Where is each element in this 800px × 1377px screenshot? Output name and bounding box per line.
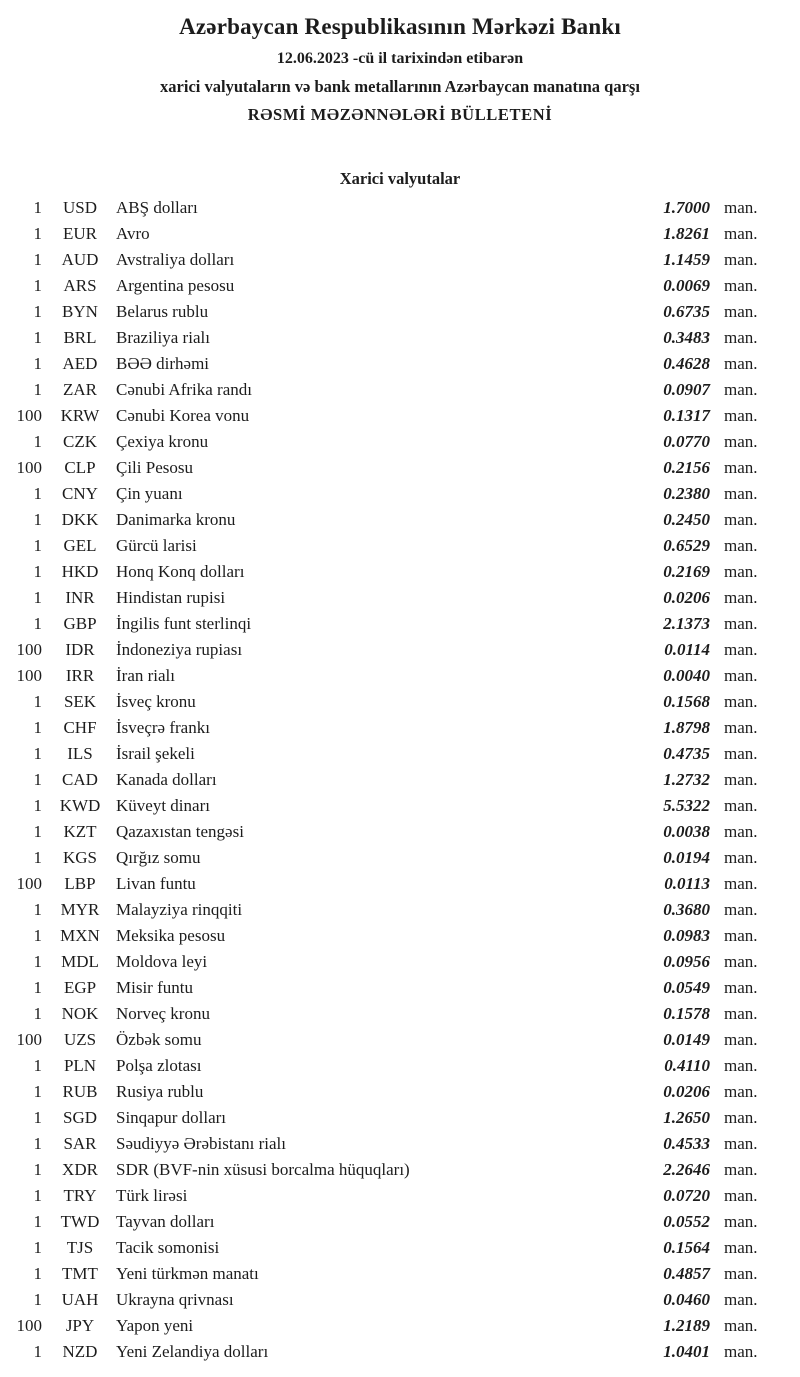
rate-unit: man. bbox=[724, 328, 758, 347]
rate-row bbox=[0, 741, 800, 767]
rate-value: 0.2169 bbox=[663, 562, 710, 581]
currency-name: Yapon yeni bbox=[116, 1316, 194, 1335]
rate-value: 0.0552 bbox=[663, 1212, 710, 1231]
currency-code: KGS bbox=[62, 848, 97, 867]
currency-code: USD bbox=[62, 198, 97, 217]
rate-value: 0.0038 bbox=[663, 822, 710, 841]
rate-unit: man. bbox=[724, 1212, 758, 1231]
rate-unit: man. bbox=[724, 1134, 758, 1153]
rate-row bbox=[0, 273, 800, 299]
rate-nominal: 1 bbox=[33, 900, 42, 919]
rate-unit: man. bbox=[724, 510, 758, 529]
rates-table bbox=[0, 193, 800, 1365]
rate-value: 0.4735 bbox=[663, 744, 710, 763]
rate-value: 0.0194 bbox=[663, 848, 710, 867]
rate-nominal: 1 bbox=[33, 354, 42, 373]
rate-unit: man. bbox=[724, 562, 758, 581]
currency-name: Sinqapur dolları bbox=[116, 1108, 227, 1127]
currency-code: NOK bbox=[61, 1004, 99, 1023]
rate-value: 0.0206 bbox=[663, 1082, 710, 1101]
currency-code: SGD bbox=[62, 1108, 97, 1127]
rate-row bbox=[0, 1001, 800, 1027]
rate-value: 0.0206 bbox=[663, 588, 710, 607]
rate-nominal: 1 bbox=[33, 796, 42, 815]
currency-code: CLP bbox=[64, 458, 96, 477]
rate-unit: man. bbox=[724, 692, 758, 711]
rate-row bbox=[0, 1209, 800, 1235]
currency-name: Polşa zlotası bbox=[116, 1056, 202, 1075]
currency-name: Tayvan dolları bbox=[116, 1212, 215, 1231]
currency-code: ILS bbox=[67, 744, 93, 763]
section-title-foreign-currencies: Xarici valyutalar bbox=[339, 169, 461, 188]
rate-unit: man. bbox=[724, 978, 758, 997]
rate-value: 0.1317 bbox=[663, 406, 710, 425]
rate-value: 0.0549 bbox=[663, 978, 710, 997]
rate-unit: man. bbox=[724, 1238, 758, 1257]
currency-code: UZS bbox=[63, 1030, 97, 1049]
currency-name: Küveyt dinarı bbox=[116, 796, 210, 815]
currency-code: MYR bbox=[60, 900, 100, 919]
rate-value: 1.8798 bbox=[663, 718, 710, 737]
currency-code: BRL bbox=[63, 328, 97, 347]
rate-unit: man. bbox=[724, 926, 758, 945]
rate-row bbox=[0, 585, 800, 611]
currency-code: INR bbox=[65, 588, 95, 607]
rate-nominal: 1 bbox=[33, 1186, 42, 1205]
rate-nominal: 1 bbox=[33, 1290, 42, 1309]
currency-name: Yeni türkmən manatı bbox=[116, 1264, 259, 1283]
rate-nominal: 100 bbox=[16, 458, 42, 477]
rate-row bbox=[0, 1157, 800, 1183]
currency-name: İran rialı bbox=[116, 666, 175, 685]
rate-unit: man. bbox=[724, 458, 758, 477]
rate-value: 2.2646 bbox=[663, 1160, 710, 1179]
rate-unit: man. bbox=[724, 588, 758, 607]
currency-name: ABŞ dolları bbox=[116, 198, 198, 217]
currency-code: IRR bbox=[65, 666, 95, 685]
rate-value: 0.3680 bbox=[663, 900, 710, 919]
rate-value: 0.0907 bbox=[663, 380, 710, 399]
rate-nominal: 1 bbox=[33, 1056, 42, 1075]
rate-unit: man. bbox=[724, 822, 758, 841]
rate-nominal: 1 bbox=[33, 1238, 42, 1257]
bulletin-name: RƏSMİ MƏZƏNNƏLƏRİ BÜLLETENİ bbox=[247, 105, 553, 124]
rate-nominal: 100 bbox=[16, 406, 42, 425]
rate-unit: man. bbox=[724, 666, 758, 685]
currency-name: İngilis funt sterlinqi bbox=[116, 614, 252, 633]
rate-unit: man. bbox=[724, 1264, 758, 1283]
rate-row bbox=[0, 949, 800, 975]
rate-value: 1.2189 bbox=[663, 1316, 710, 1335]
currency-name: Avro bbox=[116, 224, 150, 243]
rate-unit: man. bbox=[724, 640, 758, 659]
rate-value: 0.0956 bbox=[663, 952, 710, 971]
rate-row bbox=[0, 975, 800, 1001]
currency-name: Yeni Zelandiya dolları bbox=[116, 1342, 269, 1361]
currency-name: Cənubi Korea vonu bbox=[116, 406, 250, 425]
rate-row bbox=[0, 299, 800, 325]
rate-unit: man. bbox=[724, 1160, 758, 1179]
rate-row bbox=[0, 923, 800, 949]
rate-row bbox=[0, 1261, 800, 1287]
currency-code: UAH bbox=[61, 1290, 99, 1309]
rate-unit: man. bbox=[724, 614, 758, 633]
currency-code: GEL bbox=[63, 536, 97, 555]
currency-name: Səudiyyə Ərəbistanı rialı bbox=[116, 1134, 286, 1153]
rate-nominal: 100 bbox=[16, 1316, 42, 1335]
rate-value: 0.6735 bbox=[663, 302, 710, 321]
currency-name: Qazaxıstan tengəsi bbox=[116, 822, 244, 841]
rate-value: 0.0720 bbox=[663, 1186, 710, 1205]
rate-nominal: 1 bbox=[33, 978, 42, 997]
currency-name: Moldova leyi bbox=[116, 952, 208, 971]
currency-code: TWD bbox=[60, 1212, 100, 1231]
currency-code: EUR bbox=[63, 224, 97, 243]
rate-unit: man. bbox=[724, 1290, 758, 1309]
rate-value: 0.2380 bbox=[663, 484, 710, 503]
currency-code: CZK bbox=[63, 432, 97, 451]
rate-row bbox=[0, 455, 800, 481]
currency-name: Tacik somonisi bbox=[116, 1238, 220, 1257]
rate-row bbox=[0, 1027, 800, 1053]
rate-row bbox=[0, 533, 800, 559]
currency-name: Türk lirəsi bbox=[116, 1186, 188, 1205]
rate-unit: man. bbox=[724, 250, 758, 269]
rate-value: 0.6529 bbox=[663, 536, 710, 555]
currency-name: Çin yuanı bbox=[116, 484, 183, 503]
currency-name: İsveç kronu bbox=[116, 692, 196, 711]
rate-unit: man. bbox=[724, 302, 758, 321]
rate-nominal: 1 bbox=[33, 432, 42, 451]
rate-unit: man. bbox=[724, 952, 758, 971]
rate-value: 1.0401 bbox=[663, 1342, 710, 1361]
currency-name: Norveç kronu bbox=[116, 1004, 210, 1023]
rate-value: 0.1578 bbox=[663, 1004, 710, 1023]
rate-nominal: 100 bbox=[16, 874, 42, 893]
rate-unit: man. bbox=[724, 354, 758, 373]
currency-name: Malayziya rinqqiti bbox=[116, 900, 243, 919]
rate-value: 0.0460 bbox=[663, 1290, 710, 1309]
currency-name: Gürcü larisi bbox=[116, 536, 197, 555]
rate-value: 0.0983 bbox=[663, 926, 710, 945]
rate-nominal: 1 bbox=[33, 770, 42, 789]
rate-row bbox=[0, 221, 800, 247]
rate-value: 5.5322 bbox=[663, 796, 710, 815]
rate-unit: man. bbox=[724, 1186, 758, 1205]
rate-unit: man. bbox=[724, 406, 758, 425]
currency-code: CHF bbox=[63, 718, 97, 737]
rate-nominal: 1 bbox=[33, 718, 42, 737]
rate-row bbox=[0, 1079, 800, 1105]
currency-name: Hindistan rupisi bbox=[116, 588, 226, 607]
rate-unit: man. bbox=[724, 874, 758, 893]
currency-code: MXN bbox=[60, 926, 100, 945]
rate-row bbox=[0, 195, 800, 221]
rate-row bbox=[0, 325, 800, 351]
rate-value: 0.2450 bbox=[663, 510, 710, 529]
currency-name: Belarus rublu bbox=[116, 302, 209, 321]
currency-code: CNY bbox=[62, 484, 98, 503]
rate-unit: man. bbox=[724, 1030, 758, 1049]
rate-nominal: 1 bbox=[33, 224, 42, 243]
rate-value: 0.0069 bbox=[663, 276, 710, 295]
rate-row bbox=[0, 429, 800, 455]
currency-code: NZD bbox=[62, 1342, 98, 1361]
rate-row bbox=[0, 663, 800, 689]
rate-value: 1.8261 bbox=[663, 224, 710, 243]
rate-row bbox=[0, 767, 800, 793]
rate-unit: man. bbox=[724, 1108, 758, 1127]
rate-value: 1.2650 bbox=[663, 1108, 710, 1127]
currency-name: Cənubi Afrika randı bbox=[116, 380, 252, 399]
rate-unit: man. bbox=[724, 718, 758, 737]
currency-name: Özbək somu bbox=[116, 1030, 202, 1049]
rate-row bbox=[0, 1131, 800, 1157]
rate-unit: man. bbox=[724, 432, 758, 451]
rate-value: 0.0770 bbox=[663, 432, 710, 451]
rate-row bbox=[0, 1053, 800, 1079]
rate-nominal: 1 bbox=[33, 926, 42, 945]
rate-nominal: 1 bbox=[33, 380, 42, 399]
rate-nominal: 1 bbox=[33, 1134, 42, 1153]
currency-code: RUB bbox=[62, 1082, 98, 1101]
currency-code: PLN bbox=[63, 1056, 97, 1075]
rate-value: 0.0149 bbox=[663, 1030, 710, 1049]
rate-unit: man. bbox=[724, 1316, 758, 1335]
currency-code: XDR bbox=[62, 1160, 98, 1179]
rate-unit: man. bbox=[724, 1342, 758, 1361]
currency-code: SAR bbox=[63, 1134, 97, 1153]
rate-nominal: 1 bbox=[33, 562, 42, 581]
rate-value: 0.0040 bbox=[663, 666, 710, 685]
rate-row bbox=[0, 351, 800, 377]
currency-code: GBP bbox=[63, 614, 97, 633]
rate-nominal: 1 bbox=[33, 848, 42, 867]
rate-row bbox=[0, 403, 800, 429]
rate-nominal: 1 bbox=[33, 484, 42, 503]
rate-value: 0.2156 bbox=[663, 458, 710, 477]
currency-code: HKD bbox=[61, 562, 99, 581]
rate-unit: man. bbox=[724, 770, 758, 789]
currency-code: CAD bbox=[62, 770, 98, 789]
bank-title: Azərbaycan Respublikasının Mərkəzi Bankı bbox=[179, 14, 621, 39]
rate-unit: man. bbox=[724, 848, 758, 867]
currency-code: AED bbox=[62, 354, 98, 373]
currency-code: EGP bbox=[63, 978, 97, 997]
rate-nominal: 1 bbox=[33, 198, 42, 217]
rate-unit: man. bbox=[724, 744, 758, 763]
currency-name: Honq Konq dolları bbox=[116, 562, 245, 581]
currency-name: İsveçrə frankı bbox=[116, 718, 210, 737]
currency-name: Meksika pesosu bbox=[116, 926, 226, 945]
currency-code: BYN bbox=[62, 302, 98, 321]
rate-value: 0.4110 bbox=[664, 1056, 710, 1075]
currency-code: JPY bbox=[65, 1316, 95, 1335]
rate-value: 0.3483 bbox=[663, 328, 710, 347]
rate-nominal: 1 bbox=[33, 692, 42, 711]
rate-unit: man. bbox=[724, 198, 758, 217]
rate-value: 1.7000 bbox=[663, 198, 710, 217]
rate-nominal: 1 bbox=[33, 536, 42, 555]
rate-nominal: 1 bbox=[33, 1264, 42, 1283]
currency-name: Misir funtu bbox=[116, 978, 193, 997]
rate-value: 1.1459 bbox=[663, 250, 710, 269]
rate-row bbox=[0, 819, 800, 845]
rate-row bbox=[0, 377, 800, 403]
rate-row bbox=[0, 845, 800, 871]
currency-code: TMT bbox=[62, 1264, 98, 1283]
rate-row bbox=[0, 1183, 800, 1209]
currency-name: Çexiya kronu bbox=[116, 432, 209, 451]
rate-value: 0.4857 bbox=[663, 1264, 710, 1283]
currency-name: BƏƏ dirhəmi bbox=[116, 354, 210, 373]
rate-unit: man. bbox=[724, 1056, 758, 1075]
rate-row bbox=[0, 897, 800, 923]
rate-row bbox=[0, 1287, 800, 1313]
rate-nominal: 1 bbox=[33, 614, 42, 633]
rate-nominal: 1 bbox=[33, 1082, 42, 1101]
rate-row bbox=[0, 689, 800, 715]
rate-unit: man. bbox=[724, 1004, 758, 1023]
rate-row bbox=[0, 247, 800, 273]
currency-name: Danimarka kronu bbox=[116, 510, 236, 529]
currency-name: Çili Pesosu bbox=[116, 458, 193, 477]
rate-nominal: 100 bbox=[16, 640, 42, 659]
rate-row bbox=[0, 637, 800, 663]
currency-name: Rusiya rublu bbox=[116, 1082, 204, 1101]
currency-code: TJS bbox=[66, 1238, 94, 1257]
rate-nominal: 1 bbox=[33, 952, 42, 971]
rate-nominal: 1 bbox=[33, 328, 42, 347]
rate-nominal: 1 bbox=[33, 744, 42, 763]
rate-value: 0.1564 bbox=[663, 1238, 710, 1257]
currency-name: Avstraliya dolları bbox=[116, 250, 235, 269]
rate-row bbox=[0, 1313, 800, 1339]
currency-name: Argentina pesosu bbox=[116, 276, 235, 295]
rate-nominal: 1 bbox=[33, 250, 42, 269]
rate-nominal: 100 bbox=[16, 666, 42, 685]
bulletin-subtitle: xarici valyutaların və bank metallarının Azərbaycan manatına qarşı bbox=[160, 77, 640, 96]
rate-unit: man. bbox=[724, 900, 758, 919]
rate-value: 2.1373 bbox=[663, 614, 710, 633]
rate-unit: man. bbox=[724, 380, 758, 399]
currency-code: TRY bbox=[63, 1186, 97, 1205]
rate-row bbox=[0, 715, 800, 741]
rate-row bbox=[0, 1105, 800, 1131]
currency-code: ARS bbox=[63, 276, 97, 295]
currency-code: IDR bbox=[65, 640, 95, 659]
rate-row bbox=[0, 1339, 800, 1365]
currency-code: ZAR bbox=[63, 380, 97, 399]
currency-name: İndoneziya rupiası bbox=[116, 640, 243, 659]
currency-name: Livan funtu bbox=[116, 874, 196, 893]
currency-code: LBP bbox=[64, 874, 96, 893]
rate-unit: man. bbox=[724, 1082, 758, 1101]
rate-row bbox=[0, 507, 800, 533]
rate-nominal: 1 bbox=[33, 1004, 42, 1023]
rate-nominal: 1 bbox=[33, 1342, 42, 1361]
currency-code: SEK bbox=[63, 692, 97, 711]
rate-nominal: 1 bbox=[33, 302, 42, 321]
currency-code: KZT bbox=[63, 822, 97, 841]
rate-value: 0.0113 bbox=[664, 874, 710, 893]
effective-date-line: 12.06.2023 -cü il tarixindən etibarən bbox=[276, 50, 524, 67]
rate-row bbox=[0, 481, 800, 507]
currency-name: Ukrayna qrivnası bbox=[116, 1290, 234, 1309]
rate-unit: man. bbox=[724, 796, 758, 815]
currency-name: SDR (BVF-nin xüsusi borcalma hüquqları) bbox=[116, 1160, 410, 1179]
rate-value: 0.1568 bbox=[663, 692, 710, 711]
currency-code: MDL bbox=[61, 952, 99, 971]
rate-nominal: 1 bbox=[33, 1108, 42, 1127]
rate-unit: man. bbox=[724, 536, 758, 555]
rate-row bbox=[0, 611, 800, 637]
rate-unit: man. bbox=[724, 276, 758, 295]
currency-code: KWD bbox=[59, 796, 101, 815]
rate-nominal: 100 bbox=[16, 1030, 42, 1049]
rate-value: 0.4628 bbox=[663, 354, 710, 373]
currency-code: AUD bbox=[61, 250, 99, 269]
currency-name: İsrail şekeli bbox=[116, 744, 195, 763]
currency-name: Kanada dolları bbox=[116, 770, 217, 789]
rate-row bbox=[0, 559, 800, 585]
rate-nominal: 1 bbox=[33, 822, 42, 841]
bulletin-header bbox=[0, 14, 800, 125]
rate-row bbox=[0, 1235, 800, 1261]
rate-unit: man. bbox=[724, 224, 758, 243]
currency-code: KRW bbox=[60, 406, 100, 425]
rate-value: 0.4533 bbox=[663, 1134, 710, 1153]
rate-nominal: 1 bbox=[33, 510, 42, 529]
currency-code: DKK bbox=[61, 510, 99, 529]
rate-row bbox=[0, 793, 800, 819]
rate-nominal: 1 bbox=[33, 276, 42, 295]
rate-nominal: 1 bbox=[33, 588, 42, 607]
rate-nominal: 1 bbox=[33, 1212, 42, 1231]
rate-unit: man. bbox=[724, 484, 758, 503]
rate-row bbox=[0, 871, 800, 897]
currency-name: Braziliya rialı bbox=[116, 328, 210, 347]
rate-nominal: 1 bbox=[33, 1160, 42, 1179]
currency-name: Qırğız somu bbox=[116, 848, 201, 867]
rate-value: 1.2732 bbox=[663, 770, 710, 789]
rate-value: 0.0114 bbox=[664, 640, 710, 659]
